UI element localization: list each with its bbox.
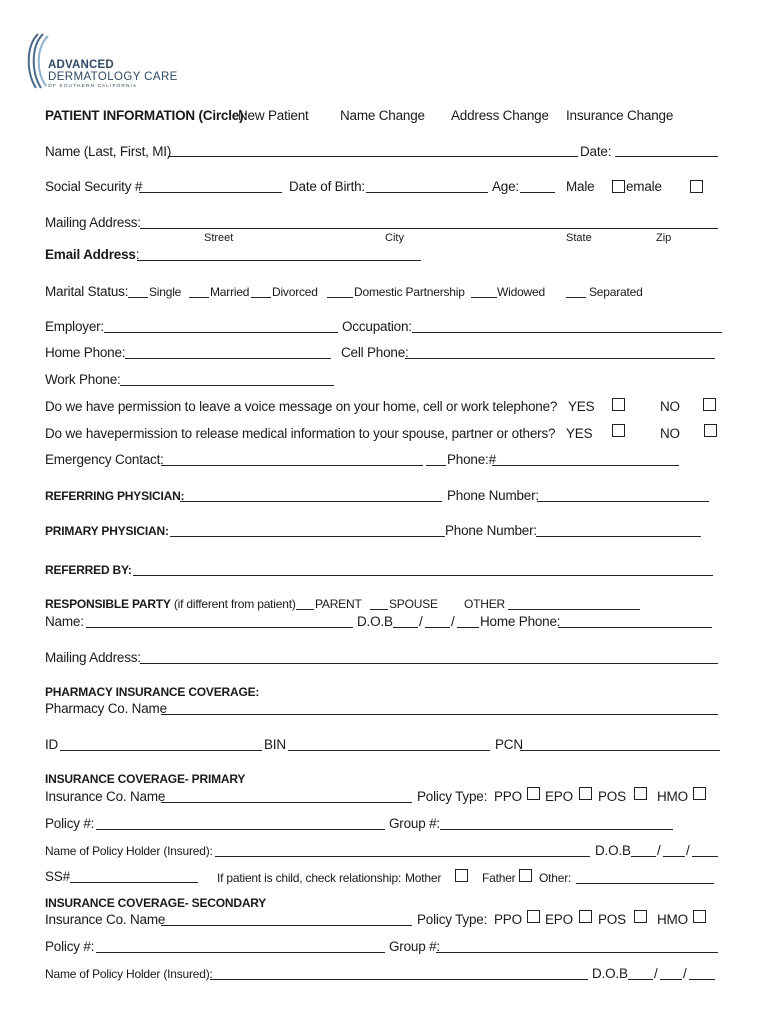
- referring-phone-label: Phone Number:: [447, 488, 539, 503]
- voice-yes-checkbox[interactable]: [612, 398, 625, 411]
- marital-divorced-blank[interactable]: [251, 297, 271, 298]
- resp-name-label: Name:: [45, 614, 84, 629]
- occupation-label: Occupation:: [342, 319, 412, 334]
- secondary-policy-type-label: Policy Type:: [417, 912, 488, 927]
- mailing-address-label: Mailing Address:: [45, 215, 141, 230]
- primary-ss-field[interactable]: [70, 882, 198, 883]
- primary-physician-field[interactable]: [170, 536, 445, 537]
- resp-dob-year[interactable]: [457, 627, 479, 628]
- referred-by-field[interactable]: [133, 575, 713, 576]
- ssn-field[interactable]: [139, 192, 282, 193]
- primary-ppo-label: PPO: [494, 789, 522, 804]
- secondary-epo-label: EPO: [545, 912, 573, 927]
- voice-no-label: NO: [660, 399, 680, 414]
- option-address-change[interactable]: Address Change: [451, 108, 549, 123]
- referred-by-label: REFERRED BY:: [45, 563, 132, 577]
- emergency-contact-label: Emergency Contact:: [45, 452, 164, 467]
- release-permission-question: Do we havepermission to release medical information to your spouse, partner or others?: [45, 426, 556, 441]
- primary-father-label: Father: [482, 871, 516, 885]
- primary-phone-field[interactable]: [536, 536, 701, 537]
- primary-hmo-label: HMO: [657, 789, 688, 804]
- primary-other-field[interactable]: [576, 883, 714, 884]
- age-field[interactable]: [520, 192, 555, 193]
- primary-holder-dob-year[interactable]: [692, 856, 718, 857]
- resp-dob-label: D.O.B: [357, 614, 393, 629]
- city-sublabel: City: [385, 232, 404, 244]
- pharmacy-bin-label: BIN: [264, 737, 286, 752]
- resp-dob-day[interactable]: [425, 627, 450, 628]
- email-label: Email Address:: [45, 247, 140, 262]
- pharmacy-co-name-label: Pharmacy Co. Name: [45, 701, 167, 716]
- marital-separated-blank[interactable]: [566, 297, 586, 298]
- primary-ins-co-field[interactable]: [161, 802, 412, 803]
- primary-ss-label: SS#: [45, 869, 70, 884]
- primary-policy-field[interactable]: [96, 829, 385, 830]
- secondary-hmo-checkbox[interactable]: [693, 910, 706, 923]
- primary-ppo-checkbox[interactable]: [527, 787, 540, 800]
- secondary-holder-label: Name of Policy Holder (Insured):: [45, 967, 213, 981]
- logo-line-2: DERMATOLOGY CARE: [48, 71, 178, 83]
- resp-dob-month[interactable]: [393, 627, 418, 628]
- primary-father-checkbox[interactable]: [519, 869, 532, 882]
- dob-label: Date of Birth:: [289, 179, 365, 194]
- option-insurance-change[interactable]: Insurance Change: [566, 108, 674, 123]
- emergency-phone-field[interactable]: [492, 465, 679, 466]
- primary-dob-slash-2: /: [686, 843, 690, 858]
- primary-holder-dob-month[interactable]: [631, 856, 656, 857]
- primary-hmo-checkbox[interactable]: [693, 787, 706, 800]
- release-no-label: NO: [660, 426, 680, 441]
- emergency-contact-field[interactable]: [161, 465, 423, 466]
- referring-phone-field[interactable]: [537, 501, 709, 502]
- option-name-change[interactable]: Name Change: [340, 108, 425, 123]
- primary-group-field[interactable]: [440, 829, 673, 830]
- primary-holder-field[interactable]: [215, 856, 590, 857]
- pharmacy-pcn-field[interactable]: [520, 750, 720, 751]
- resp-mailing-field[interactable]: [140, 663, 718, 664]
- emergency-phone-prefix: [426, 465, 446, 466]
- pharmacy-title: PHARMACY INSURANCE COVERAGE:: [45, 685, 260, 699]
- secondary-holder-dob-month[interactable]: [628, 979, 653, 980]
- female-checkbox[interactable]: [690, 180, 703, 193]
- marital-domestic: Domestic Partnership: [354, 285, 465, 299]
- age-label: Age:: [492, 179, 519, 194]
- marital-married-blank[interactable]: [189, 297, 209, 298]
- voice-permission-question: Do we have permission to leave a voice message on your home, cell or work telephone?: [45, 399, 558, 414]
- release-no-checkbox[interactable]: [704, 424, 717, 437]
- male-checkbox[interactable]: [612, 180, 625, 193]
- responsible-spouse-blank[interactable]: [370, 609, 388, 610]
- marital-widowed-blank[interactable]: [471, 297, 497, 298]
- primary-holder-dob-day[interactable]: [663, 856, 685, 857]
- responsible-spouse: SPOUSE: [389, 597, 438, 611]
- marital-widowed: Widowed: [497, 285, 545, 299]
- referring-physician-label: REFERRING PHYSICIAN:: [45, 489, 185, 503]
- name-field[interactable]: [168, 156, 578, 157]
- logo-line-1: ADVANCED: [48, 59, 114, 71]
- primary-holder-dob-label: D.O.B: [595, 843, 631, 858]
- responsible-parent: PARENT: [315, 597, 362, 611]
- secondary-epo-checkbox[interactable]: [579, 910, 592, 923]
- primary-dob-slash-1: /: [657, 843, 661, 858]
- marital-single-blank[interactable]: [128, 297, 148, 298]
- responsible-other-field[interactable]: [508, 609, 640, 610]
- marital-domestic-blank[interactable]: [327, 297, 353, 298]
- employer-field[interactable]: [104, 332, 338, 333]
- pharmacy-id-label: ID: [45, 737, 59, 752]
- pharmacy-pcn-label: PCN: [495, 737, 523, 752]
- secondary-ins-co-label: Insurance Co. Name: [45, 912, 166, 927]
- resp-name-field[interactable]: [86, 627, 353, 628]
- primary-phone-label: Phone Number:: [445, 523, 537, 538]
- voice-yes-label: YES: [568, 399, 595, 414]
- resp-dob-slash-1: /: [419, 614, 423, 629]
- state-sublabel: State: [566, 232, 592, 244]
- secondary-policy-field[interactable]: [96, 952, 385, 953]
- patient-info-title: PATIENT INFORMATION (Circle):: [45, 108, 248, 123]
- work-phone-label: Work Phone:: [45, 372, 121, 387]
- pharmacy-id-field[interactable]: [60, 750, 262, 751]
- cell-phone-field[interactable]: [405, 358, 715, 359]
- secondary-policy-label: Policy #:: [45, 939, 95, 954]
- home-phone-field[interactable]: [125, 358, 331, 359]
- dob-field[interactable]: [366, 192, 488, 193]
- cell-phone-label: Cell Phone:: [341, 345, 409, 360]
- primary-group-label: Group #:: [389, 816, 440, 831]
- secondary-pos-checkbox[interactable]: [634, 910, 647, 923]
- work-phone-field[interactable]: [120, 385, 334, 386]
- primary-epo-label: EPO: [545, 789, 573, 804]
- secondary-dob-slash-2: /: [683, 966, 687, 981]
- marital-divorced: Divorced: [272, 285, 318, 299]
- primary-policy-label: Policy #:: [45, 816, 95, 831]
- primary-pos-checkbox[interactable]: [634, 787, 647, 800]
- primary-other-label: Other:: [539, 871, 572, 885]
- secondary-ppo-label: PPO: [494, 912, 522, 927]
- male-label: Male: [566, 179, 595, 194]
- primary-child-relationship-label: If patient is child, check relationship:: [217, 871, 402, 885]
- release-yes-label: YES: [566, 426, 593, 441]
- resp-home-phone-label: Home Phone:: [480, 614, 561, 629]
- marital-status-label: Marital Status:: [45, 284, 129, 299]
- secondary-group-label: Group #:: [389, 939, 440, 954]
- mailing-address-field[interactable]: [140, 228, 718, 229]
- date-label: Date:: [580, 144, 612, 159]
- pharmacy-co-name-field[interactable]: [161, 714, 718, 715]
- marital-separated: Separated: [589, 285, 643, 299]
- marital-married: Married: [210, 285, 250, 299]
- secondary-hmo-label: HMO: [657, 912, 688, 927]
- secondary-group-field[interactable]: [436, 952, 718, 953]
- name-label: Name (Last, First, MI): [45, 144, 172, 159]
- occupation-field[interactable]: [412, 332, 722, 333]
- company-logo: [22, 32, 192, 92]
- primary-ins-co-label: Insurance Co. Name: [45, 789, 166, 804]
- resp-mailing-label: Mailing Address:: [45, 650, 141, 665]
- primary-physician-label: PRIMARY PHYSICIAN:: [45, 524, 169, 538]
- responsible-parent-blank[interactable]: [296, 609, 314, 610]
- email-field[interactable]: [137, 260, 421, 261]
- secondary-holder-dob-label: D.O.B: [592, 966, 628, 981]
- resp-home-phone-field[interactable]: [558, 627, 712, 628]
- primary-mother-label: Mother: [405, 871, 442, 885]
- primary-epo-checkbox[interactable]: [579, 787, 592, 800]
- date-field[interactable]: [615, 156, 718, 157]
- secondary-holder-field[interactable]: [210, 979, 588, 980]
- release-yes-checkbox[interactable]: [612, 424, 625, 437]
- zip-sublabel: Zip: [656, 232, 672, 244]
- secondary-insurance-title: INSURANCE COVERAGE- SECONDARY: [45, 896, 267, 910]
- responsible-party-label: RESPONSIBLE PARTY (if different from patient): [45, 597, 296, 611]
- home-phone-label: Home Phone:: [45, 345, 126, 360]
- resp-dob-slash-2: /: [451, 614, 455, 629]
- female-label: emale: [626, 179, 662, 194]
- primary-policy-type-label: Policy Type:: [417, 789, 488, 804]
- logo-line-3: OF SOUTHERN CALIFORNIA: [48, 84, 138, 89]
- secondary-pos-label: POS: [598, 912, 626, 927]
- primary-pos-label: POS: [598, 789, 626, 804]
- secondary-dob-slash-1: /: [654, 966, 658, 981]
- voice-no-checkbox[interactable]: [703, 398, 716, 411]
- marital-single: Single: [149, 285, 182, 299]
- employer-label: Employer:: [45, 319, 104, 334]
- primary-insurance-title: INSURANCE COVERAGE- PRIMARY: [45, 772, 246, 786]
- secondary-holder-dob-day[interactable]: [660, 979, 682, 980]
- option-new-patient[interactable]: New Patient: [238, 108, 309, 123]
- pharmacy-bin-field[interactable]: [288, 750, 490, 751]
- responsible-other: OTHER: [464, 597, 506, 611]
- street-sublabel: Street: [204, 232, 234, 244]
- secondary-ins-co-field[interactable]: [161, 925, 412, 926]
- primary-holder-label: Name of Policy Holder (Insured):: [45, 844, 213, 858]
- emergency-phone-label: Phone:#: [447, 452, 496, 467]
- ssn-label: Social Security #: [45, 179, 143, 194]
- secondary-ppo-checkbox[interactable]: [527, 910, 540, 923]
- referring-physician-field[interactable]: [180, 501, 442, 502]
- secondary-holder-dob-year[interactable]: [689, 979, 715, 980]
- primary-mother-checkbox[interactable]: [455, 869, 468, 882]
